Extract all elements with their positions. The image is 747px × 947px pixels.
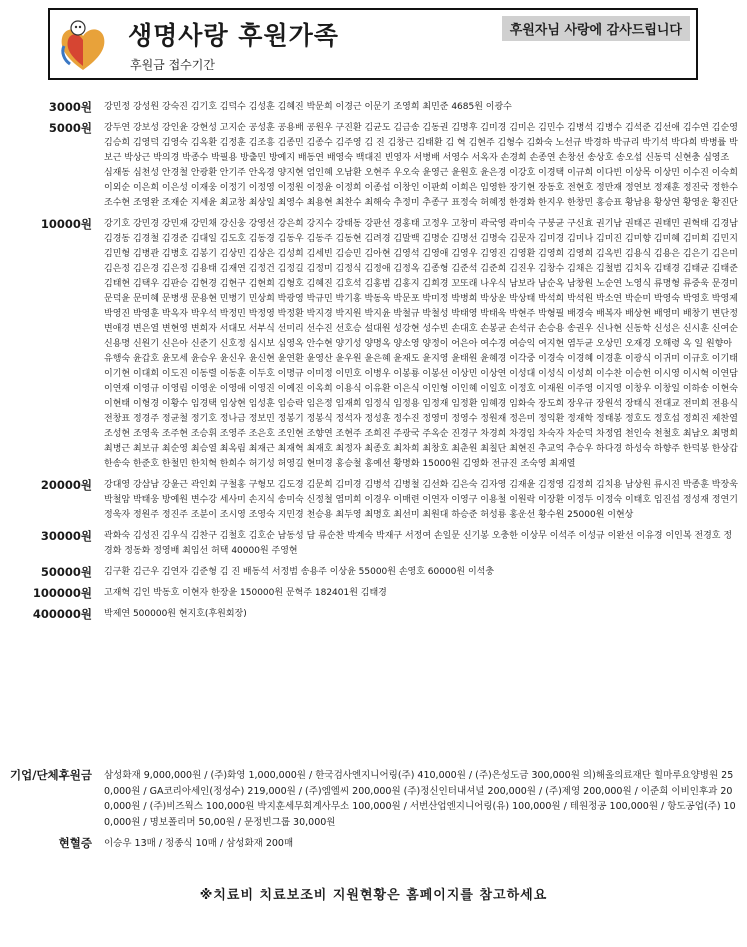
heart-mascot-icon (58, 16, 108, 74)
donor-row (8, 607, 738, 622)
corporate-label: 기업/단체후원금 (10, 768, 92, 782)
donor-row (8, 121, 738, 211)
donor-amount: 10000원 (40, 217, 92, 231)
donor-amount: 50000원 (40, 565, 92, 579)
blood-donation-row (8, 836, 738, 852)
donor-amount: 3000원 (48, 100, 92, 114)
thanks-banner: 후원자님 사랑에 감사드립니다 (502, 16, 690, 41)
corporate-list (8, 768, 738, 858)
corporate-names: 삼성화재 9,000,000원 / (주)화영 1,000,000원 / 한국검사엔지니어링(주) 410,000원 / (주)은성도금 300,000원 의)해올의료재단 힐마루요양병원 250,000원 / GA코리아세인(정성수) 219,000원 / (주)엠엘씨 200,000원 (주)정신인터내셔널 200,000원 / (주)제영 200,000원 / 이준희 이비인후과 200,000원 / (주)비즈웍스 100,000원 박지훈세무회계사무소 100,000원 / 서번산업엔지니어링(유) 100,000원 / 테원정공 100,000원 / 항도공업(주) 100,000원 / 명보폴리머 50,00원 / 문정빈그룹 30,000원 (104, 770, 736, 828)
page-title: 생명사랑 후원가족 (128, 21, 339, 50)
donor-list (8, 100, 738, 628)
donor-amount: 400000원 (32, 607, 92, 621)
donor-row (8, 565, 738, 580)
page-subtitle: 후원금 접수기간 (130, 58, 215, 72)
donor-names: 강민정 강성원 강숙진 김기호 김덕수 김성훈 김혜진 박문희 이경근 이문기 조영희 최민준 4685원 이광수 (104, 102, 512, 112)
donor-row (8, 478, 738, 523)
donor-row (8, 100, 738, 115)
donor-amount: 5000원 (48, 121, 92, 135)
donor-names: 곽화숙 김성진 김우식 김찬구 김철호 김호순 남동성 담 류순찬 박계숙 박재구 서정여 손일문 신기봉 오충한 이상무 이석주 이성규 이완선 이유경 이인복 전경호 정경화 정동화 정영배 최임선 허택 40000원 주영현 (104, 531, 733, 556)
homepage-notice: ※치료비 치료보조비 지원현황은 홈페이지를 참고하세요 (199, 888, 548, 903)
donor-names: 박제연 500000원 현지호(후원회장) (104, 609, 247, 619)
donor-amount: 20000원 (40, 478, 92, 492)
donor-names: 김구환 김근우 김연자 김준형 김 진 배동석 서정범 송용주 이상윤 55000원 손영호 60000원 이석충 (104, 567, 495, 577)
donor-row (8, 586, 738, 601)
donor-names: 강기호 강민경 강민재 강민채 강신웅 강영선 강은희 강지수 강태동 강판선 경홍태 고정우 고창미 곽국영 곽미숙 구붕균 구신효 권기남 권태곤 권태민 권혁태 김경남 김경동 김경철 김경준 김대일 김도호 김동경 김동우 김동주 김동현 김려경 김말백 김명순 김명선 김명숙 김문자 김미경 김미나 김미진 김미향 김미혜 김미희 김민지 김민형 김병관 김병호 김봉기 김상민 김상은 김성희 김세빈 김승민 김아현 김영석 김영애 김영우 김영진 김영환 김영희 김영희 김옥빈 김용식 김용은 김은기 김은미 김은정 김은경 김은정 김용태 김재연 김정건 김정길 김정미 김정식 김정애 김정옥 김종형 김준석 김준희 김진우 김창수 김채은 김철범 김치옥 김태경 김태균 김태준 김태현 김택우 김판승 김현경 김현구 김현희 김형호 김혜진 김호석 김홍범 김홍지 김희경 꼬또래 나우식 남보라 남순옥 남창원 노순연 노영식 류명형 류중욱 문경미 문덕윤 문미혜 문병생 문용현 민병기 민상희 박광영 박규민 박기홍 박동욱 박문포 박미정 박병희 박상운 박상태 박석희 박석원 박소연 박순미 박영숙 박영호 박영제 박영진 박영훈 박옥자 박우석 박정민 박정영 박정환 박지경 박지원 박지윤 박철규 박철성 박태영 박태욱 박현주 박형필 배경숙 배복자 배상현 배영미 배창기 변단정 변애경 변은열 변현영 변희자 서대모 서부식 선미리 선수진 선호승 설대원 성강현 성수빈 손대호 손봉균 손석규 손승용 송권우 신나현 신동학 신성은 신시훈 신여순 신용명 신원기 신은아 신준기 신호정 심시보 심영옥 안수현 양기성 양명옥 양소영 양정이 어은아 여수경 여승익 여지현 염두균 오상민 오재경 오해령 옥 일 원향아 유행숙 윤갑호 윤모세 윤승우 윤신우 윤신현 윤연환 윤영산 윤우원 윤은혜 윤재도 윤지영 윤태원 윤혜경 이각중 이경숙 이경혜 이경훈 이광식 이귀미 이규호 이기태 이기현 이대희 이도진 이동렬 이동훈 이두호 이명규 이미정 이민호 이병우 이봉룡 이봉선 이상민 이상연 이성대 이성식 이성희 이수찬 이승헌 이시영 이시혁 이연담 이연재 이영규 이영림 이영운 이영애 이영진 이예진 이옥희 이용식 이유환 이은식 이인형 이인혜 이일호 이정호 이재원 이주영 이지영 이창우 이창일 이하송 이현숙 이현태 이형경 이황수 임경택 임상현 임성훈 임승락 임은정 임재희 임정식 임정용 임정재 임정환 임혜경 임화숙 장도희 장우규 장원석 장태식 전대교 전미희 전용식 전창표 정경주 정균철 정기호 정나금 정보민 정봉기 정봉식 정석자 정성훈 정수진 정영미 정영수 정원재 정은미 정익환 정재학 정태봉 정호도 정호섭 정희진 제찬열 조성현 조영욱 조주현 조승휘 조영주 조은호 조인현 조향연 조현주 조희진 주광국 주옥순 진경구 차경희 차경임 차숙자 차순덕 차정엽 천인숙 천철호 최남오 최명희 최병근 최보규 최순영 최승열 최옥림 최재근 최재혁 최재호 최정자 최종호 최차희 최창호 최춘원 최칠단 최현진 추교억 추승우 하다경 하성숙 하향주 한덕봉 한상갑 한송숙 한준호 한철민 한치혁 한희수 허기성 허영길 현미경 홍승철 홍예선 황명화 15000원 김영화 전규진 조숙영 최재열 (104, 219, 738, 469)
donor-names: 고재혁 김인 박동호 이현자 한장윤 150000원 문혁주 182401원 김태경 (104, 588, 387, 598)
donor-names: 강두연 강보성 강인윤 강현성 고지순 공성훈 공용배 공원우 구진환 김균도 김금송 김동권 김명후 김미경 김미은 김민수 김병석 김병수 김석준 김선애 김수연 김순영 김승희 김영덕 김영숙 김옥환 김정훈 김조흥 김종민 김종수 김주영 김 진 김창근 김태환 김 혁 김현주 김형수 김화숙 노선규 박경하 박규리 박기석 박다희 박병률 박보근 박상근 박의경 박종수 박필용 방출민 방예지 배동연 배영숙 백대진 빈영자 서병배 서영수 서옥자 손경희 손종연 손창선 송상호 송오섭 신동덕 신현충 심영조 심재동 심천성 안경철 안광환 안기주 안옥경 양지현 엄인혜 오남환 오현주 우오숙 윤영근 윤원호 윤은경 이강호 이경택 이규희 이다빈 이상목 이상민 이수진 이숙희 이외순 이은희 이은성 이재웅 이정기 이정영 이정원 이정윤 이정희 이종섭 이창인 이판희 이희은 임영한 장기현 장동호 전현호 정만재 정연보 정재훈 정진국 정한수 조수현 조영완 조재순 지세윤 최교창 최상일 최영수 최용현 최찬수 최해숙 추정미 추종구 표정숙 허혜정 한경화 한지우 한창민 홍승표 황남용 황상연 황영운 황진단 (104, 123, 738, 208)
donor-names: 강대영 강삼남 강윤근 곽인회 구철홍 구형모 김도경 김문희 김미경 김병석 김병철 김선화 김은숙 김자영 김재윤 김정영 김정희 김치용 남상원 류시진 박종훈 박장욱 박철암 박태웅 방예원 변수강 세사미 손지식 송미숙 신정철 염미희 이경우 이매련 이연자 이영구 이용철 이원락 이장환 이정두 이정숙 이태호 임진섭 정성재 정연기 정욱자 정원주 정진주 조분이 조시영 조영숙 지민경 천승용 최두영 최명호 최선미 최원대 하승준 허성룡 홍운선 황수원 25000원 이현상 (104, 480, 738, 520)
donor-row (8, 217, 738, 472)
donor-amount: 100000원 (32, 586, 92, 600)
blood-donation-names: 이승우 13매 / 정종식 10매 / 삼성화재 200매 (104, 838, 294, 849)
corporate-row (8, 768, 738, 830)
donor-amount: 30000원 (40, 529, 92, 543)
header-box (48, 8, 698, 80)
blood-donation-label: 현혈증 (58, 836, 92, 850)
donor-row (8, 529, 738, 559)
